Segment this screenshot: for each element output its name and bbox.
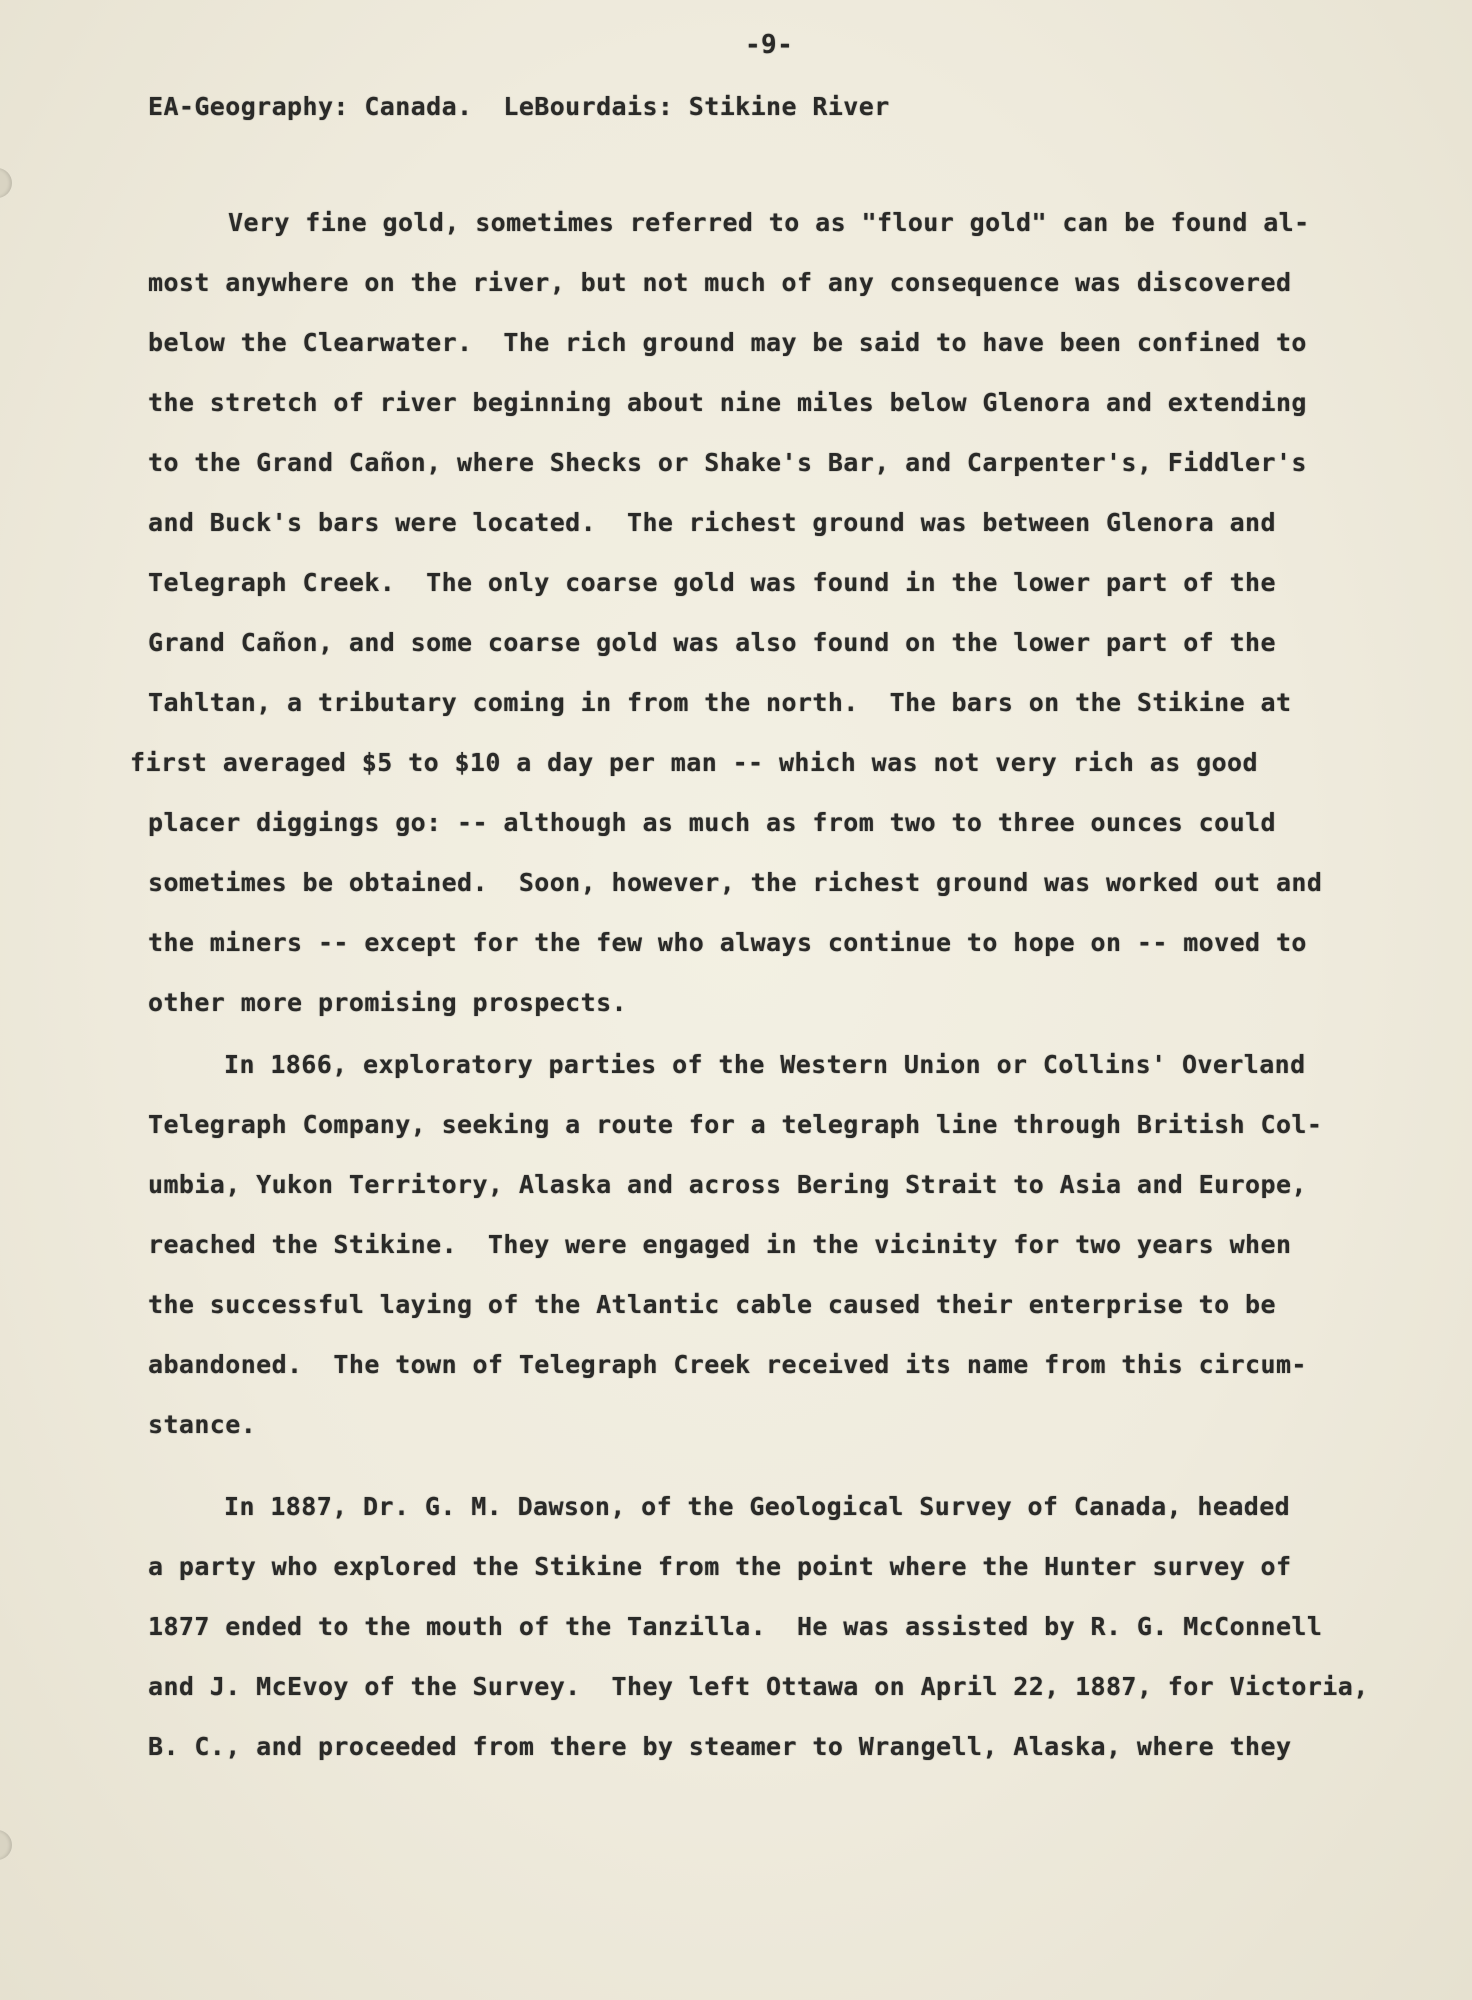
body-line: and J. McEvoy of the Survey. They left Ottawa on April 22, 1887, for Victoria, [148, 1672, 1369, 1701]
body-line: umbia, Yukon Territory, Alaska and across Bering Strait to Asia and Europe, [148, 1170, 1307, 1199]
body-line: Very fine gold, sometimes referred to as "flour gold" can be found al- [228, 208, 1310, 237]
running-header: EA-Geography: Canada. LeBourdais: Stikine River [148, 92, 890, 121]
body-line: first averaged $5 to $10 a day per man -- which was not very rich as good [130, 748, 1258, 777]
body-line: Telegraph Creek. The only coarse gold was found in the lower part of the [148, 568, 1276, 597]
page-number: -9- [745, 30, 794, 60]
body-line: abandoned. The town of Telegraph Creek received its name from this circum- [148, 1350, 1307, 1379]
body-line: B. C., and proceeded from there by steamer to Wrangell, Alaska, where they [148, 1732, 1292, 1761]
punch-hole [0, 1830, 12, 1860]
body-line: to the Grand Cañon, where Shecks or Shake's Bar, and Carpenter's, Fiddler's [148, 448, 1307, 477]
body-line: the successful laying of the Atlantic cable caused their enterprise to be [148, 1290, 1276, 1319]
body-line: below the Clearwater. The rich ground may be said to have been confined to [148, 328, 1307, 357]
punch-hole [0, 168, 12, 198]
body-line: sometimes be obtained. Soon, however, the richest ground was worked out and [148, 868, 1323, 897]
body-line: In 1866, exploratory parties of the Western Union or Collins' Overland [224, 1050, 1306, 1079]
body-line: Tahltan, a tributary coming in from the north. The bars on the Stikine at [148, 688, 1292, 717]
body-line: In 1887, Dr. G. M. Dawson, of the Geological Survey of Canada, headed [224, 1492, 1291, 1521]
body-line: the stretch of river beginning about nine miles below Glenora and extending [148, 388, 1307, 417]
body-line: the miners -- except for the few who always continue to hope on -- moved to [148, 928, 1307, 957]
body-line: other more promising prospects. [148, 988, 627, 1017]
body-line: and Buck's bars were located. The richest ground was between Glenora and [148, 508, 1276, 537]
body-line: Telegraph Company, seeking a route for a telegraph line through British Col- [148, 1110, 1323, 1139]
body-line: reached the Stikine. They were engaged in the vicinity for two years when [148, 1230, 1292, 1259]
body-line: 1877 ended to the mouth of the Tanzilla. He was assisted by R. G. McConnell [148, 1612, 1323, 1641]
body-line: placer diggings go: -- although as much as from two to three ounces could [148, 808, 1276, 837]
body-line: Grand Cañon, and some coarse gold was also found on the lower part of the [148, 628, 1276, 657]
body-line: a party who explored the Stikine from the point where the Hunter survey of [148, 1552, 1292, 1581]
body-line: most anywhere on the river, but not much of any consequence was discovered [148, 268, 1292, 297]
body-line: stance. [148, 1410, 257, 1439]
